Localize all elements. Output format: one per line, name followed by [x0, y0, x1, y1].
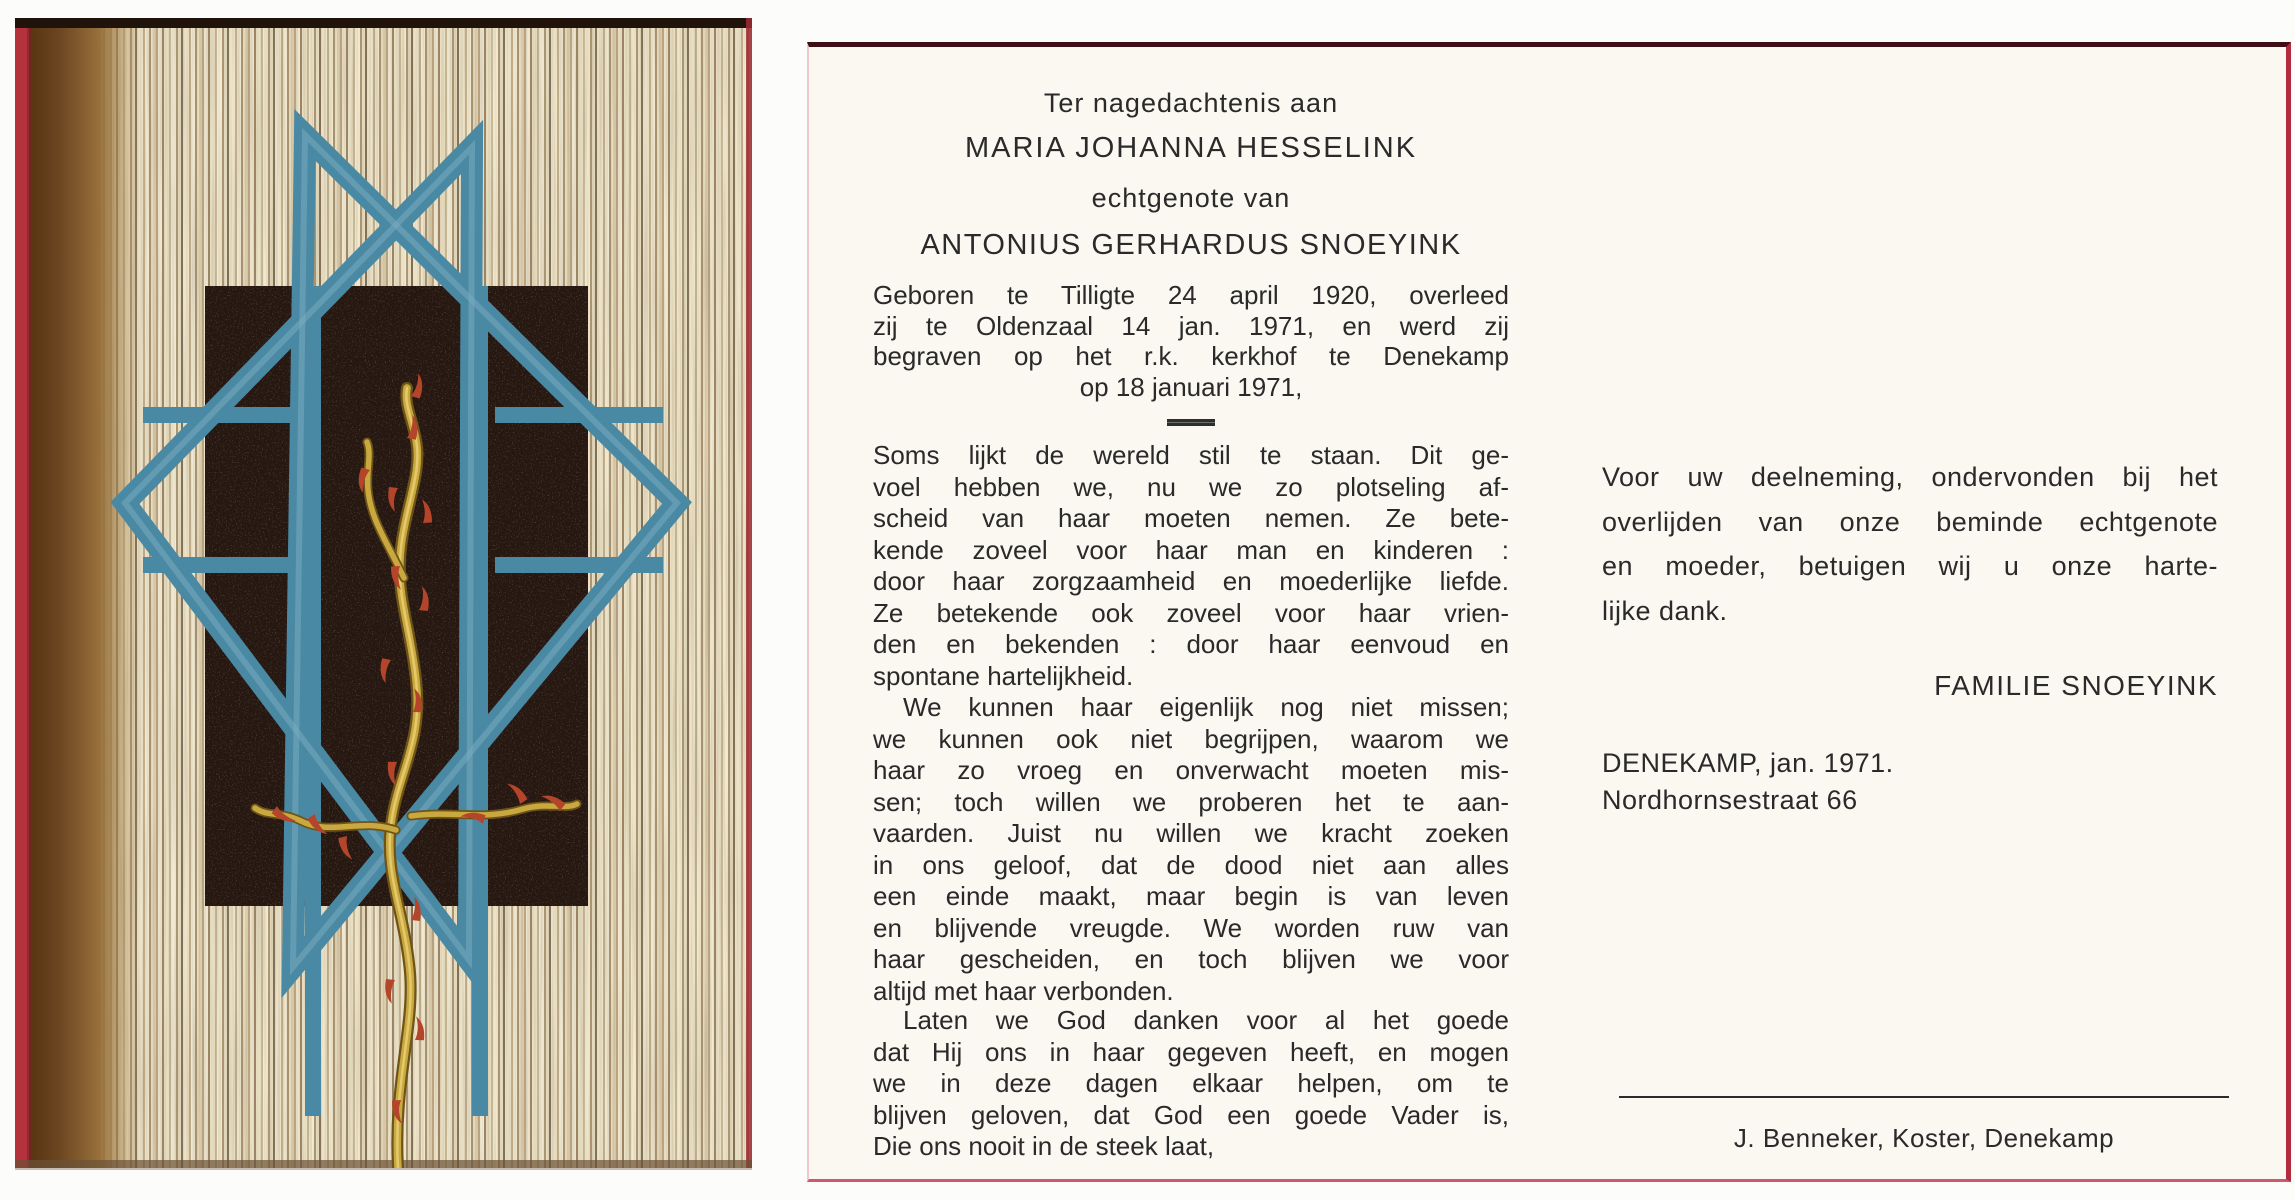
relation-line: echtgenote van	[1091, 183, 1291, 213]
text-line: door haar zorgzaamheid en moederlijke liefde.	[873, 566, 1509, 596]
text-line: We kunnen haar eigenlijk nog niet missen;	[903, 692, 1509, 722]
text-line: den en bekenden : door haar eenvoud en	[873, 629, 1509, 659]
text-line: blijven geloven, dat God een goede Vader is,	[873, 1099, 1509, 1130]
card-edge-band	[15, 18, 141, 1168]
section-divider-dash	[1167, 419, 1215, 426]
text-line: Geboren te Tilligte 24 april 1920, overleed	[873, 280, 1509, 310]
text-card	[807, 42, 2291, 1182]
text-line: we in deze dagen elkaar helpen, om te	[873, 1068, 1509, 1098]
memorial-page	[873, 47, 1509, 1187]
text-line: in ons geloof, dat de dood niet aan alles	[873, 849, 1509, 880]
dedication-line: Ter nagedachtenis aan	[1043, 88, 1339, 118]
paragraph-1	[873, 440, 1509, 692]
text-line: lijke dank.	[1602, 595, 1728, 626]
text-line: altijd met haar verbonden.	[873, 975, 1174, 1006]
deceased-name: MARIA JOHANNA HESSELINK	[964, 132, 1418, 164]
text-line: vaarden. Juist nu willen we kracht zoeken	[873, 818, 1509, 848]
text-line: Laten we God danken voor al het goede	[903, 1005, 1509, 1035]
text-line: begraven op het r.k. kerkhof te Denekamp	[873, 341, 1509, 372]
text-line: Die ons nooit in de steek laat,	[873, 1131, 1215, 1161]
text-line: Soms lijkt de wereld stil te staan. Dit ge-	[873, 440, 1509, 470]
place-date: DENEKAMP, jan. 1971.	[1602, 748, 1894, 778]
paragraph-2	[873, 692, 1509, 1007]
text-line: overlijden van onze beminde echtgenote	[1602, 506, 2218, 537]
text-line: dat Hij ons in haar gegeven heeft, en mogen	[873, 1036, 1509, 1067]
text-line: en moeder, betuigen wij u onze harte-	[1602, 551, 2218, 581]
condolence-message	[1602, 455, 2218, 633]
text-line: zij te Oldenzaal 14 jan. 1971, en werd zij	[873, 310, 1509, 341]
family-signature: FAMILIE SNOEYINK	[1934, 670, 2218, 701]
address-line: Nordhornsestraat 66	[1602, 785, 1858, 815]
top-border	[15, 18, 752, 28]
spouse-name: ANTONIUS GERHARDUS SNOEYINK	[920, 229, 1462, 261]
text-line: scheid van haar moeten nemen. Ze bete-	[873, 503, 1509, 533]
text-line: een einde maakt, maar begin is van leven	[873, 881, 1509, 911]
text-line: we kunnen ook niet begrijpen, waarom we	[873, 723, 1509, 754]
right-border	[746, 18, 752, 1168]
text-line: spontane hartelijkheid.	[873, 660, 1134, 691]
text-line: Voor uw deelneming, ondervonden bij het	[1602, 462, 2218, 492]
vitals-block	[873, 280, 1509, 402]
text-line: haar gescheiden, en toch blijven we voor	[873, 944, 1509, 974]
memorial-artwork	[15, 18, 752, 1168]
paragraph-3	[873, 1005, 1509, 1163]
cover-art-card	[15, 18, 752, 1168]
text-line: en blijvende vreugde. We worden ruw van	[873, 912, 1509, 943]
text-line: sen; toch willen we proberen het te aan-	[873, 786, 1509, 817]
printer-divider	[1619, 1096, 2229, 1098]
text-line: op 18 januari 1971,	[1079, 371, 1303, 402]
thanks-page	[1602, 47, 2218, 1187]
text-line: voel hebben we, nu we zo plotseling af-	[873, 471, 1509, 502]
text-line: kende zoveel voor haar man en kinderen :	[873, 534, 1509, 565]
text-line: haar zo vroeg en onverwacht moeten mis-	[873, 755, 1509, 785]
text-line: Ze betekende ook zoveel voor haar vrien-	[873, 597, 1509, 628]
printer-credit: J. Benneker, Koster, Denekamp	[1733, 1123, 2115, 1153]
bottom-shadow	[15, 1160, 752, 1168]
